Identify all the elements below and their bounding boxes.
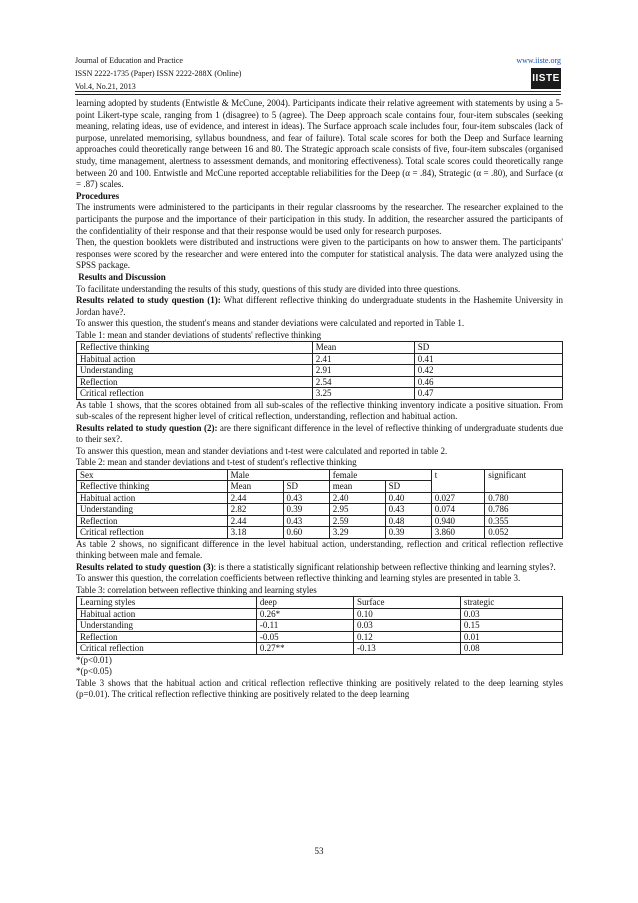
table-cell: 0.940: [431, 515, 484, 526]
table-row: [77, 620, 563, 631]
table-3-header-row: [77, 597, 563, 608]
question-1-text: What different reflective thinking do undergraduate students in the Hashemite University in Jordan have?.: [76, 295, 563, 317]
table-cell: Habitual action: [77, 608, 257, 619]
table-cell: 0.43: [283, 515, 329, 526]
question-1: [76, 295, 563, 318]
table-row: [77, 353, 563, 364]
table-row: [77, 608, 563, 619]
question-2-text: are there significant difference in the level of reflective thinking of undergraduate students due to their sex?.: [76, 422, 563, 445]
page-number: 53: [314, 846, 324, 856]
table-cell: Mean: [312, 342, 414, 353]
table-cell: Reflective thinking: [77, 481, 228, 492]
table-row: [77, 631, 563, 642]
table-cell: 0.10: [354, 608, 461, 619]
table-cell: 2.82: [227, 504, 283, 515]
table-cell: 0.41: [414, 353, 562, 364]
table-cell: Habitual action: [77, 353, 313, 364]
table-cell: 0.052: [485, 527, 563, 538]
table-cell: female: [329, 470, 431, 481]
table-cell: -0.13: [354, 643, 461, 654]
table-cell: 0.12: [354, 631, 461, 642]
table-2-header-row-1: [77, 470, 563, 481]
table-cell: 0.42: [414, 365, 562, 376]
table-cell: SD: [283, 481, 329, 492]
issn-line: ISSN 2222-1735 (Paper) ISSN 2222-288X (Online): [75, 69, 242, 78]
table-cell: 0.39: [385, 527, 431, 538]
table-row: [77, 365, 563, 376]
table-cell: -0.05: [256, 631, 353, 642]
table-cell: 0.46: [414, 376, 562, 387]
question-3-lead: Results related to study question (3): [76, 561, 214, 572]
table-row: [77, 376, 563, 387]
table-cell: 3.18: [227, 527, 283, 538]
table-cell: 0.027: [431, 492, 484, 503]
table-cell: 2.91: [312, 365, 414, 376]
table-cell: Reflective thinking: [77, 342, 313, 353]
table-cell: Understanding: [77, 365, 313, 376]
footnote-p001: *(p<0.01): [76, 654, 112, 665]
table-3-caption: Table 3: correlation between reflective thinking and learning styles: [76, 584, 317, 595]
table-row: [77, 388, 563, 399]
table-cell: t: [431, 470, 484, 493]
table-cell: 0.43: [385, 504, 431, 515]
paragraph-q2-answer: To answer this question, mean and stander deviations and t-test were calculated and reported in table 2.: [76, 445, 448, 456]
table-cell: significant: [485, 470, 563, 493]
table-cell: Habitual action: [77, 492, 228, 503]
table-cell: Reflection: [77, 376, 313, 387]
header-divider: [75, 91, 561, 95]
table-cell: mean: [329, 481, 385, 492]
table-cell: 2.44: [227, 492, 283, 503]
table-3: [76, 596, 563, 654]
table-cell: 0.08: [460, 643, 562, 654]
table-cell: 0.03: [354, 620, 461, 631]
table-cell: strategic: [460, 597, 562, 608]
table-1: [76, 341, 563, 399]
question-3-text: : is there a statistically significant relationship between reflective thinking and learning styles?.: [213, 561, 556, 572]
paragraph-results-intro: To facilitate understanding the results of this study, questions of this study are divided into three questions.: [76, 283, 461, 294]
table-cell: 2.54: [312, 376, 414, 387]
table-cell: 2.41: [312, 353, 414, 364]
table-cell: 2.40: [329, 492, 385, 503]
table-cell: 0.26*: [256, 608, 353, 619]
table-cell: 0.40: [385, 492, 431, 503]
table-cell: Surface: [354, 597, 461, 608]
journal-name: Journal of Education and Practice: [75, 56, 183, 65]
paragraph-instruments: learning adopted by students (Entwistle & McCune, 2004). Participants indicate their relative agreement with statements by using a 5-point Likert-type scale, ranging from 1 (disagree) to 5 (agree). The Deep approach scale contains four, four-item subscales (seeking meaning, relating ideas, use of evidence, and interest in ideas). The Surface approach scale includes four, four-item subscales (lack of purpose, unrelated memorising, syllabus boundness, and fear of failure). Total scale scores for both the Deep and Surface learning approaches could theoretically range between 16 and 80. The Strategic approach scale consists of five, four-item subscales (organised study, time management, alertness to assessment demands, and monitoring effectiveness). Total scale scores could theoretically range between 20 and 100. Entwistle and McCune reported acceptable reliabilities for the Deep (α = .84), Strategic (α = .80), and Surface (α = .87) scales.: [76, 98, 563, 190]
paragraph-table-1-discussion: As table 1 shows, that the scores obtained from all sub-scales of the reflective thinking inventory indicate a positive situation. From sub-scales of the represent higher level of critical reflection, understanding, reflection and habitual action.: [76, 399, 563, 422]
table-cell: Learning styles: [77, 597, 257, 608]
table-cell: Mean: [227, 481, 283, 492]
paragraph-table-2-discussion: As table 2 shows, no significant difference in the level habitual action, understanding, reflection and critical reflection reflective thinking between male and female.: [76, 538, 563, 561]
table-cell: 3.29: [329, 527, 385, 538]
table-cell: 0.43: [283, 492, 329, 503]
paragraph-table-3-discussion: Table 3 shows that the habitual action and critical reflection reflective thinking are positively related to the deep learning styles (p=0.01). The critical reflection reflective thinking are positively related to the deep learning: [76, 677, 563, 700]
table-cell: 3.860: [431, 527, 484, 538]
paragraph-procedures-1: The instruments were administered to the participants in their regular classrooms by the researcher. The researcher explained to the participants the purpose and the importance of their participation in this study. In addition, the researcher assured the participants of the confidentiality of their response and that their response would be used only for research purposes.: [76, 202, 563, 236]
table-cell: Critical reflection: [77, 388, 313, 399]
question-2-lead: Results related to study question (2):: [76, 422, 218, 433]
table-cell: 0.47: [414, 388, 562, 399]
table-cell: 2.95: [329, 504, 385, 515]
table-cell: Reflection: [77, 631, 257, 642]
table-cell: 0.780: [485, 492, 563, 503]
iiste-logo: IISTE: [531, 68, 561, 89]
table-cell: 0.03: [460, 608, 562, 619]
table-row: [77, 527, 563, 538]
table-cell: Reflection: [77, 515, 228, 526]
table-row: [77, 504, 563, 515]
heading-results: Results and Discussion: [76, 271, 166, 282]
table-cell: Sex: [77, 470, 228, 481]
table-cell: 0.39: [283, 504, 329, 515]
table-row: [77, 492, 563, 503]
paragraph-q1-answer: To answer this question, the student's means and stander deviations were calculated and reported in Table 1.: [76, 318, 465, 329]
table-1-caption: Table 1: mean and stander deviations of students' reflective thinking: [76, 329, 322, 340]
table-cell: SD: [385, 481, 431, 492]
table-cell: 0.15: [460, 620, 562, 631]
heading-procedures: Procedures: [76, 190, 120, 201]
table-cell: SD: [414, 342, 562, 353]
question-3: [76, 562, 563, 574]
table-cell: 2.44: [227, 515, 283, 526]
table-cell: 3.25: [312, 388, 414, 399]
article-body: [76, 98, 563, 701]
table-cell: Critical reflection: [77, 527, 228, 538]
table-cell: 2.59: [329, 515, 385, 526]
table-1-header-row: [77, 342, 563, 353]
footnote-p005: *(p<0.05): [76, 666, 112, 677]
table-cell: Male: [227, 470, 329, 481]
table-cell: 0.48: [385, 515, 431, 526]
table-cell: 0.074: [431, 504, 484, 515]
table-cell: 0.355: [485, 515, 563, 526]
table-row: [77, 515, 563, 526]
question-2: [76, 423, 563, 446]
table-cell: Understanding: [77, 504, 228, 515]
table-row: [77, 643, 563, 654]
journal-url-link[interactable]: www.iiste.org: [516, 56, 561, 65]
table-cell: deep: [256, 597, 353, 608]
table-2-caption: Table 2: mean and stander deviations and t-test of student's reflective thinking: [76, 457, 357, 468]
table-cell: 0.786: [485, 504, 563, 515]
table-cell: 0.01: [460, 631, 562, 642]
table-cell: Critical reflection: [77, 643, 257, 654]
paragraph-q3-answer: To answer this question, the correlation coefficients between reflective thinking and learning styles are presented in table 3.: [76, 573, 521, 584]
volume-line: Vol.4, No.21, 2013: [75, 82, 136, 91]
question-1-lead: Results related to study question (1):: [76, 295, 221, 306]
paragraph-procedures-2: Then, the question booklets were distributed and instructions were given to the participants on how to answer them. The participants' responses were scored by the researcher and were entered into the computer for statistical analysis. The data were analyzed using the SPSS package.: [76, 237, 563, 271]
table-2: [76, 469, 563, 538]
table-cell: -0.11: [256, 620, 353, 631]
table-cell: Understanding: [77, 620, 257, 631]
table-cell: 0.60: [283, 527, 329, 538]
table-cell: 0.27**: [256, 643, 353, 654]
